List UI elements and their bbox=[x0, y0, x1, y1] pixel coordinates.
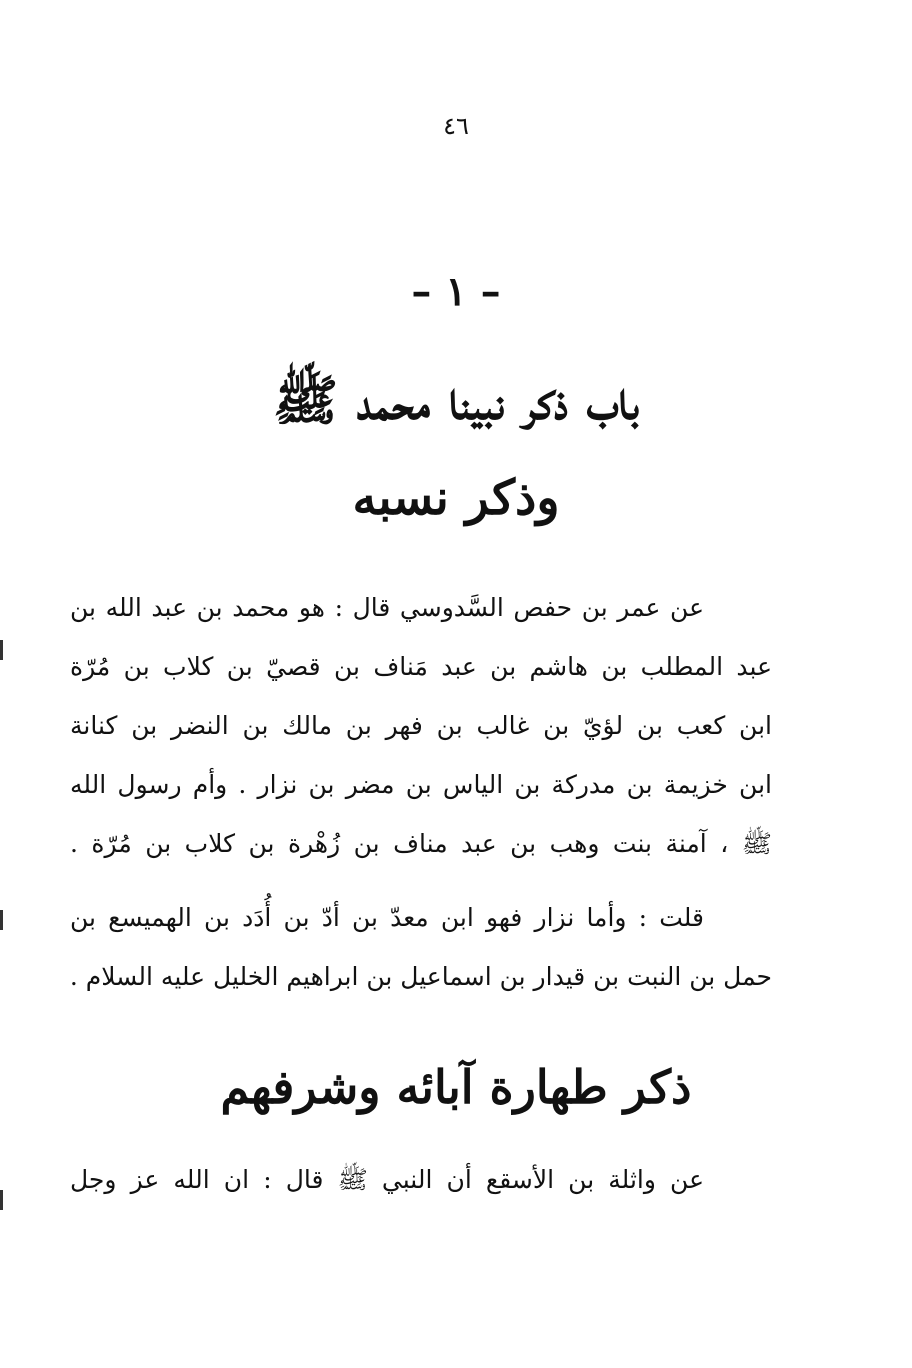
text-line: عن عمر بن حفص السَّدوسي قال : هو محمد بن عبد الله بن bbox=[70, 593, 704, 622]
text-line: قلت : وأما نزار فهو ابن معدّ بن أدّ بن أُدَد بن الهميسع بن bbox=[70, 903, 704, 932]
chapter-subtitle: وذكر نسبه bbox=[352, 470, 560, 526]
margin-mark bbox=[0, 1190, 3, 1210]
section-heading: ذكر طهارة آبائه وشرفهم bbox=[220, 1060, 692, 1114]
text-line: ابن كعب بن لؤيّ بن غالب بن فهر بن مالك بن النضر بن كنانة bbox=[70, 711, 772, 740]
section-number: – ١ – bbox=[411, 268, 501, 315]
text-line: حمل بن النبت بن قيدار بن اسماعيل بن ابراهيم الخليل عليه السلام . bbox=[69, 962, 772, 991]
margin-mark bbox=[0, 640, 3, 660]
text-line: ﷺ ، آمنة بنت وهب بن عبد مناف بن زُهْرة بن كلاب بن مُرّة . bbox=[70, 829, 772, 858]
chapter-title: باب ذكر نبينا محمد ﷺ bbox=[273, 368, 639, 432]
paragraph-lineage bbox=[70, 578, 772, 873]
paragraph-wathila bbox=[70, 1150, 772, 1209]
text-line: ابن خزيمة بن مدركة بن الياس بن مضر بن نزار . وأم رسول الله bbox=[70, 770, 772, 799]
page-number: ٤٦ bbox=[443, 112, 469, 140]
paragraph-nizar bbox=[70, 888, 772, 1006]
margin-mark bbox=[0, 910, 3, 930]
text-line: عن واثلة بن الأسقع أن النبي ﷺ قال : ان الله عز وجل bbox=[70, 1165, 704, 1194]
text-line: عبد المطلب بن هاشم بن عبد مَناف بن قصيّ بن كلاب بن مُرّة bbox=[70, 652, 772, 681]
